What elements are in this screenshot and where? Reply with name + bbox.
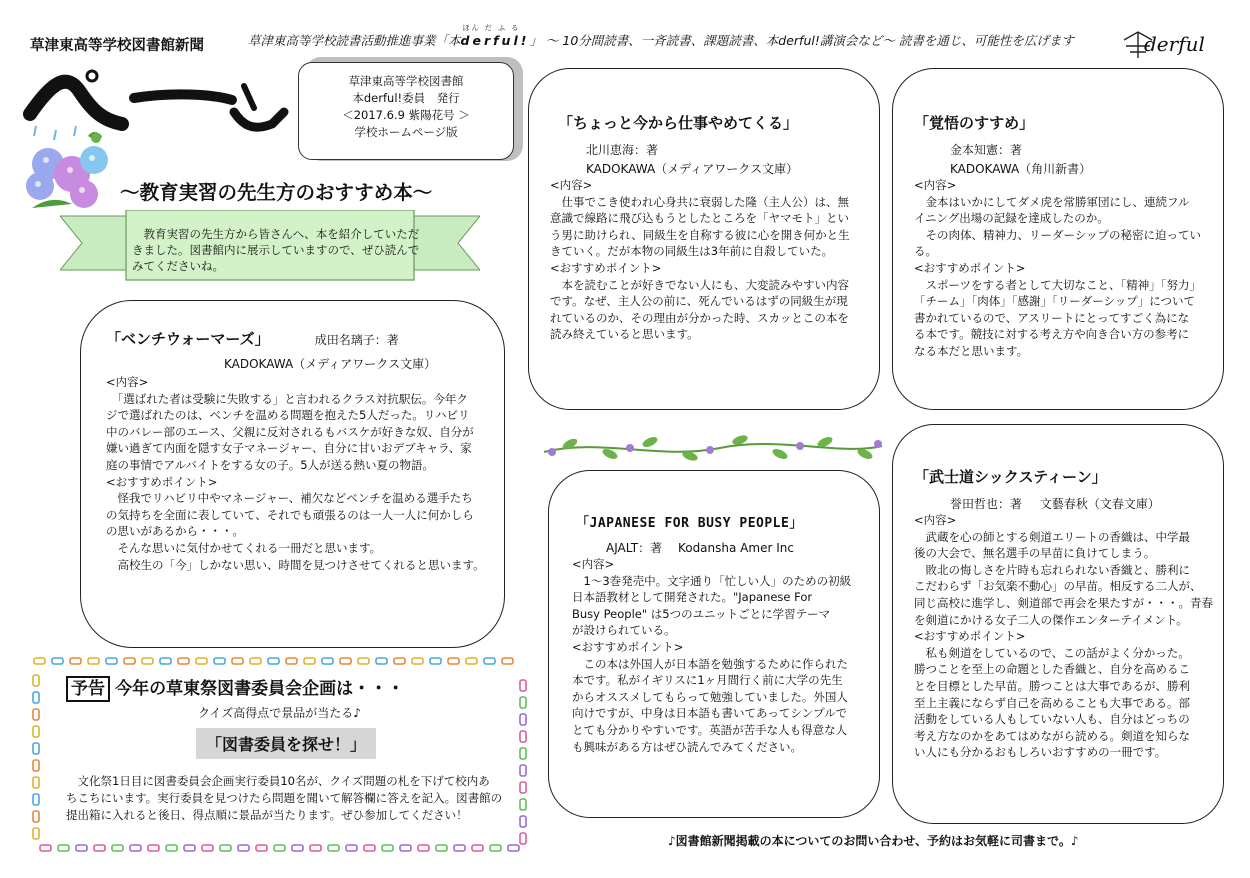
book-kakugo bbox=[914, 112, 1218, 360]
confetti-mark bbox=[430, 658, 441, 664]
confetti-mark bbox=[340, 658, 351, 664]
confetti-mark bbox=[33, 828, 39, 839]
issue-edition: 学校ホームページ版 bbox=[354, 125, 458, 139]
issue-date: ＜2017.6.9 紫陽花号 ＞ bbox=[342, 108, 470, 122]
content-line: う男に助けられ、同級生を自称する彼に心を開き何かと生 bbox=[550, 227, 850, 242]
confetti-mark bbox=[256, 845, 267, 851]
hydrangea-illustration bbox=[26, 124, 114, 214]
book-publisher: KADOKAWA（メディアワークス文庫） bbox=[224, 357, 437, 371]
point-label: <おすすめポイント> bbox=[106, 474, 218, 489]
point-line: る本です。競技に対する考え方や向き合い方の参考に bbox=[914, 327, 1190, 342]
point-line: 私も剣道をしているので、この話がよく分かった。 bbox=[914, 645, 1190, 660]
confetti-mark bbox=[394, 658, 405, 664]
confetti-mark bbox=[232, 658, 243, 664]
content-line: 1～3巻発売中。文字通り「忙しい人」のための初級 bbox=[572, 573, 852, 588]
book-credit bbox=[950, 495, 1218, 512]
content-line: 後の大会で、無名選手の早苗に負けてしまう。 bbox=[914, 546, 1156, 561]
confetti-mark bbox=[472, 845, 483, 851]
point-label: <おすすめポイント> bbox=[550, 260, 662, 275]
confetti-mark bbox=[322, 658, 333, 664]
point-line: この本は外国人が日本語を勉強するために作られた bbox=[572, 656, 848, 671]
confetti-mark bbox=[33, 675, 39, 686]
confetti-mark bbox=[382, 845, 393, 851]
issue-school: 草津東高等学校図書館 bbox=[348, 74, 464, 88]
book-title: 「覚悟のすすめ」 bbox=[914, 114, 1035, 132]
content-label: <内容> bbox=[914, 513, 957, 527]
book-credit bbox=[606, 539, 872, 556]
content-line: 同じ高校に進学し、剣道部で再会を果たすが・・・。青春 bbox=[914, 595, 1213, 610]
confetti-mark bbox=[196, 658, 207, 664]
point-line: 向けですが、中身は日本語も書いてあってシンプルで bbox=[572, 706, 848, 721]
confetti-mark bbox=[33, 777, 39, 788]
feature-heading: ～教育実習の先生方のおすすめ本～ bbox=[120, 181, 433, 204]
point-line: い人にも分かるおもしろいおすすめの一冊です。 bbox=[914, 745, 1167, 760]
preview-tag: 予告 bbox=[66, 676, 110, 702]
confetti-mark bbox=[520, 816, 526, 827]
preview-heading-row bbox=[66, 674, 404, 702]
confetti-mark bbox=[33, 760, 39, 771]
book-author: AJALT：著 bbox=[606, 541, 663, 555]
confetti-mark bbox=[238, 845, 249, 851]
point-line: 本を読むことが好きでない人にも、大変読みやすい内容 bbox=[550, 277, 849, 292]
book-bench-warmers bbox=[106, 328, 501, 573]
confetti-mark bbox=[33, 692, 39, 703]
confetti-mark bbox=[436, 845, 447, 851]
confetti-mark bbox=[220, 845, 231, 851]
confetti-mark bbox=[40, 845, 51, 851]
book-author: 金本知憲：著 bbox=[950, 143, 1023, 157]
confetti-mark bbox=[58, 845, 69, 851]
confetti-mark bbox=[148, 845, 159, 851]
confetti-mark bbox=[520, 697, 526, 708]
content-line: 武蔵を心の師とする剣道エリートの香織は、中学最 bbox=[914, 529, 1190, 544]
confetti-mark bbox=[88, 658, 99, 664]
point-label: <おすすめポイント> bbox=[572, 639, 684, 654]
content-line: 仕事でこき使われ心身共に衰弱した隆（主人公）は、無 bbox=[550, 194, 849, 209]
point-line: も興味がある方はぜひ読んでみてください。 bbox=[572, 739, 802, 754]
vine-divider bbox=[540, 430, 885, 466]
intro-line: 教育実習の先生方から皆さんへ、本を紹介していただ bbox=[132, 227, 420, 241]
intro-line: きました。図書館内に展示していますので、ぜひ読んで bbox=[132, 243, 420, 257]
content-line: その肉体、精神力、リーダーシップの秘密に迫ってい bbox=[914, 227, 1202, 242]
confetti-mark bbox=[520, 714, 526, 725]
content-label: <内容> bbox=[914, 178, 957, 192]
point-line: 書かれているので、アスリートにとってすごく為にな bbox=[914, 310, 1190, 325]
confetti-mark bbox=[448, 658, 459, 664]
issue-box bbox=[298, 62, 514, 160]
confetti-mark bbox=[292, 845, 303, 851]
confetti-mark bbox=[250, 658, 261, 664]
confetti-mark bbox=[328, 845, 339, 851]
content-line: 日本語教材として開発された。"Japanese For bbox=[572, 590, 813, 605]
issue-publisher: 本derful!委員 発行 bbox=[352, 91, 460, 105]
book-title: 「ベンチウォーマーズ」 bbox=[106, 330, 270, 348]
intro-text bbox=[132, 226, 419, 274]
preview-line: 提出箱に入れると後日、得点順に景品が当たります。ぜひ参加してください！ bbox=[66, 808, 468, 822]
content-label: <内容> bbox=[106, 375, 149, 389]
content-line: 庭の事情でアルバイトをする女の子。5人が送る熱い夏の物語。 bbox=[106, 457, 435, 472]
confetti-mark bbox=[520, 799, 526, 810]
confetti-mark bbox=[33, 794, 39, 805]
point-line: 至上主義にならず自己を高めることも大事である。部 bbox=[914, 695, 1190, 710]
book-author: 北川恵海：著 bbox=[586, 143, 659, 157]
confetti-mark bbox=[304, 658, 315, 664]
confetti-mark bbox=[520, 680, 526, 691]
confetti-mark bbox=[346, 845, 357, 851]
footer-note: ♪図書館新聞掲載の本についてのお問い合わせ、予約はお気軽に司書まで。♪ bbox=[668, 834, 1079, 848]
point-line: とても分かりやすいです。英語が苦手な人も得意な人 bbox=[572, 722, 848, 737]
point-line: 「チーム」「肉体」「感謝」「リーダーシップ」について bbox=[914, 294, 1196, 309]
confetti-mark bbox=[52, 658, 63, 664]
content-line: Busy People" は5つのユニットごとに学習テーマ bbox=[572, 606, 831, 621]
derful-logo bbox=[1118, 20, 1228, 64]
point-line: 怪我でリハビリ中やマネージャー、補欠などベンチを温める選手たち bbox=[106, 491, 473, 506]
book-author: 成田名璃子：著 bbox=[314, 333, 399, 347]
confetti-mark bbox=[412, 658, 423, 664]
confetti-mark bbox=[268, 658, 279, 664]
confetti-mark bbox=[484, 658, 495, 664]
content-line: 敗北の悔しさを片時も忘れられない香織と、勝利に bbox=[914, 562, 1190, 577]
confetti-mark bbox=[400, 845, 411, 851]
confetti-mark bbox=[520, 833, 526, 844]
confetti-mark bbox=[376, 658, 387, 664]
confetti-mark bbox=[33, 726, 39, 737]
confetti-mark bbox=[34, 658, 45, 664]
confetti-mark bbox=[214, 658, 225, 664]
book-publisher: KADOKAWA（メディアワークス文庫） bbox=[586, 162, 799, 176]
confetti-mark bbox=[142, 658, 153, 664]
preview-line: 文化祭1日目に図書委員会企画実行委員10名が、クイズ問題の札を下げて校内あ bbox=[66, 774, 490, 788]
confetti-mark bbox=[286, 658, 297, 664]
confetti-mark bbox=[520, 765, 526, 776]
content-line: 「選ばれた者は受験に失敗する」と言われるクラス対抗駅伝。今年ク bbox=[106, 391, 468, 406]
point-line: れているのか、その理由が分かった時、スカッとこの本を bbox=[550, 310, 849, 325]
point-line: の思いがあるから・・・。 bbox=[106, 524, 244, 539]
tagline-prefix: 草津東高等学校読書活動推進事業「本 bbox=[248, 33, 461, 48]
point-line: です。なぜ、主人公の前に、死んでいるはずの同級生が現 bbox=[550, 294, 848, 309]
confetti-mark bbox=[310, 845, 321, 851]
content-line: 嫌い過ぎて内面を隠す女子マネージャー、自分に甘いおデブキャラ、家 bbox=[106, 441, 472, 456]
content-line: が設けられている。 bbox=[572, 623, 676, 638]
book-busy-people bbox=[572, 512, 872, 755]
content-label: <内容> bbox=[550, 178, 593, 192]
point-line: 高校生の「今」しかない思い、時間を見つけさせてくれると思います。 bbox=[106, 557, 485, 572]
content-line: 金本はいかにしてダメ虎を常勝軍団にし、連続フル bbox=[914, 194, 1190, 209]
point-line: とを目標とした早苗。勝つことは大事であるが、勝利 bbox=[914, 678, 1190, 693]
confetti-mark bbox=[364, 845, 375, 851]
confetti-mark bbox=[184, 845, 195, 851]
point-line: 読み終えていると思います。 bbox=[550, 327, 699, 342]
preview-body bbox=[66, 773, 502, 824]
confetti-mark bbox=[454, 845, 465, 851]
newspaper-name: 草津東高等学校図書館新聞 bbox=[30, 38, 204, 54]
point-label: <おすすめポイント> bbox=[914, 629, 1026, 644]
preview-heading: 今年の草東祭図書委員会企画は・・・ bbox=[115, 679, 405, 699]
preview-line: ちこちにいます。実行委員を見つけたら問題を聞いて解答欄に答えを記入。図書館の bbox=[66, 791, 503, 805]
confetti-mark bbox=[520, 782, 526, 793]
confetti-mark bbox=[520, 731, 526, 742]
preview-event: 「図書委員を探せ！」 bbox=[196, 728, 376, 759]
point-label: <おすすめポイント> bbox=[914, 260, 1026, 275]
confetti-mark bbox=[76, 845, 87, 851]
content-line: イニング出場の記録を達成したのか。 bbox=[914, 211, 1109, 226]
confetti-mark bbox=[178, 658, 189, 664]
confetti-mark bbox=[520, 748, 526, 759]
confetti-mark bbox=[124, 658, 135, 664]
confetti-mark bbox=[508, 845, 519, 851]
book-title: 「武士道シックスティーン」 bbox=[914, 468, 1107, 486]
content-line: こだわらず「お気楽不動心」の早苗。相反する二人が、 bbox=[914, 579, 1202, 594]
confetti-mark bbox=[112, 845, 123, 851]
confetti-mark bbox=[70, 658, 81, 664]
content-line: 意識で線路に飛び込もうとしたところを「ヤマモト」とい bbox=[550, 211, 849, 226]
book-title: 「ちょっと今から仕事やめてくる」 bbox=[558, 114, 799, 132]
point-line: 考え方なのかをあてはめながら読める。剣道を知らな bbox=[914, 728, 1190, 743]
confetti-mark bbox=[502, 658, 513, 664]
confetti-mark bbox=[33, 743, 39, 754]
point-line: の気持ちを全面に表していて、それでも頑張るのは一人一人に何かしら bbox=[106, 507, 474, 522]
header-tagline bbox=[248, 24, 1074, 49]
book-publisher: Kodansha Amer Inc bbox=[677, 541, 794, 555]
confetti-mark bbox=[202, 845, 213, 851]
confetti-mark bbox=[274, 845, 285, 851]
point-line: スポーツをする者として大切なこと、「精神」「努力」 bbox=[914, 277, 1202, 292]
book-chotto bbox=[550, 112, 872, 343]
confetti-mark bbox=[358, 658, 369, 664]
tagline-brand: derful! bbox=[460, 33, 530, 48]
confetti-mark bbox=[33, 709, 39, 720]
confetti-mark bbox=[166, 845, 177, 851]
intro-line: みてくださいね。 bbox=[132, 259, 224, 273]
point-line: 活動をしている人もしていない人も、自分はどっちの bbox=[914, 712, 1190, 727]
book-bushido bbox=[914, 466, 1218, 761]
confetti-mark bbox=[106, 658, 117, 664]
tagline-rest: 」 ～ 10分間読書、一斉読書、課題読書、本derful!講演会など～ 読書を通じ、可能性を広げます bbox=[529, 33, 1074, 48]
point-line: からオススメしてもらって勉強していました。外国人 bbox=[572, 689, 848, 704]
book-publisher: KADOKAWA（角川新書） bbox=[950, 162, 1092, 176]
confetti-mark bbox=[490, 845, 501, 851]
content-line: 中のバレー部のエース、父親に反対されるもバスケが好きな奴、自分が bbox=[106, 424, 474, 439]
preview-sub: クイズ高得点で景品が当たる♪ bbox=[198, 706, 361, 720]
content-line: る。 bbox=[914, 244, 937, 259]
point-line: 本です。私がイギリスに1ヶ月間行く前に大学の先生 bbox=[572, 673, 843, 688]
confetti-mark bbox=[33, 811, 39, 822]
confetti-mark bbox=[94, 845, 105, 851]
point-line: そんな思いに気付かせてくれる一冊だと思います。 bbox=[106, 540, 382, 555]
content-line: を剣道にかける女子二人の傑作エンターテイメント。 bbox=[914, 612, 1188, 627]
confetti-mark bbox=[130, 845, 141, 851]
content-line: ジで選ばれたのは、ベンチを温める問題を抱えた5人だった。リハビリ bbox=[106, 408, 470, 423]
book-title: 「JAPANESE FOR BUSY PEOPLE」 bbox=[576, 516, 803, 531]
content-line: きていく。だが本物の同級生は3年前に自殺していた。 bbox=[550, 244, 834, 259]
logo-text: derful bbox=[1144, 32, 1205, 56]
point-line: 勝つことを至上の命題とした香織と、自分を高めるこ bbox=[914, 662, 1190, 677]
confetti-mark bbox=[160, 658, 171, 664]
point-line: なる本だと思います。 bbox=[914, 343, 1029, 358]
confetti-mark bbox=[466, 658, 477, 664]
book-publisher: 文藝春秋（文春文庫） bbox=[1039, 497, 1160, 511]
book-author: 誉田哲也：著 bbox=[950, 497, 1023, 511]
confetti-mark bbox=[418, 845, 429, 851]
tagline-furigana: ほん だ ふ る bbox=[462, 24, 521, 32]
content-label: <内容> bbox=[572, 557, 615, 571]
